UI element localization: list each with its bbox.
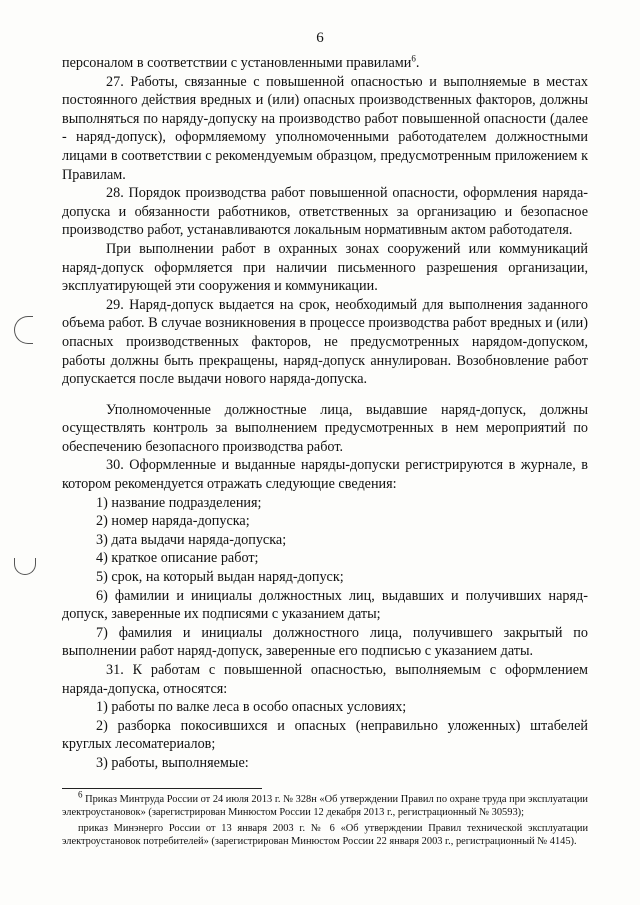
- footnote: [62, 823, 588, 848]
- paragraph-text: При выполнении работ в охранных зонах сооружений или коммуникаций наряд-допуск оформляется при наличии письменного разрешения организации, эксплуатирующей эти сооружения и коммуникации.: [62, 240, 588, 295]
- paragraph-text: 3) работы, выполняемые:: [96, 754, 249, 771]
- paragraph: [62, 456, 588, 493]
- list-item: [62, 717, 588, 754]
- list-item: [62, 494, 588, 513]
- list-item: [62, 698, 588, 717]
- paragraph: [62, 54, 588, 73]
- footnote-text: приказ Минэнерго России от 13 января 2003 г. № 6 «Об утверждении Правил технической эксплуатации электроустановок потребителей» (зарегистрирован Минюстом России 22 января 2003 г., регистрационный № 4145).: [62, 823, 588, 847]
- list-item: [62, 624, 588, 661]
- paragraph-text: 1) название подразделения;: [96, 494, 262, 511]
- paragraph-text: 30. Оформленные и выданные наряды-допуски регистрируются в журнале, в котором рекомендуется отражать следующие сведения:: [62, 457, 588, 493]
- paragraph-text: 27. Работы, связанные с повышенной опасностью и выполняемые в местах постоянного действия вредных и (или) опасных производственных факторов, должны выполняться по наряду-допуску на производство работ повышенной опасности (далее - наряд-допуск), оформляемому уполномоченными работодателем должностными лицами в соответствии с рекомендуемым образцом, предусмотренным приложением к Правилам.: [62, 73, 588, 183]
- list-item: [62, 531, 588, 550]
- list-item: [62, 512, 588, 531]
- paragraph-text: 7) фамилия и инициалы должностного лица, получившего закрытый по выполнении работ наряд-допуск, заверенные его подписью с указанием даты.: [62, 624, 588, 660]
- footnote-number: 6: [78, 789, 83, 800]
- paragraph: [62, 184, 588, 240]
- list-item: [62, 754, 588, 773]
- paragraph: [62, 661, 588, 698]
- paragraph-text: 31. К работам с повышенной опасностью, выполняемым с оформлением наряда-допуска, относятся:: [62, 662, 588, 697]
- paragraph-text: 3) дата выдачи наряда-допуска;: [96, 531, 287, 548]
- paragraph-text: 2) разборка покосившихся и опасных (неправильно уложенных) штабелей круглых лесоматериалов;: [62, 717, 588, 753]
- body-text: [62, 54, 588, 773]
- paragraph: [62, 296, 588, 389]
- page-number: 6: [316, 30, 324, 46]
- list-item: [62, 568, 588, 587]
- punch-hole-mark: [14, 316, 33, 344]
- punch-hole-mark: [14, 558, 36, 575]
- paragraph-text: 28. Порядок производства работ повышенной опасности, оформления наряда-допуска и обязанности работников, ответственных за организацию и безопасное производство работ, устанавливаются локальным нормативным актом работодателя.: [62, 185, 588, 239]
- paragraph: [62, 73, 588, 185]
- footnote-ref[interactable]: 6: [411, 53, 416, 64]
- paragraph-tail: .: [415, 55, 420, 71]
- paragraph: [62, 240, 588, 296]
- list-item: [62, 587, 588, 624]
- footnote-separator: [62, 788, 262, 789]
- footnotes: [62, 789, 588, 852]
- paragraph-text: 29. Наряд-допуск выдается на срок, необходимый для выполнения заданного объема работ. В случае возникновения в процессе производства работ вредных и (или) опасных производственных факторов, не предусмотренных нарядом-допуском, работы должны быть прекращены, наряд-допуск аннулирован. Возобновление работ допускается после выдачи нового наряда-допуска.: [62, 296, 588, 388]
- footnote: [62, 789, 588, 819]
- footnote-text: Приказ Минтруда России от 24 июля 2013 г. № 328н «Об утверждении Правил по охране труда при эксплуатации электроустановок» (зарегистрирован Минюстом России 12 декабря 2013 г., регистрационный № 30593);: [62, 794, 588, 818]
- paragraph-text: 4) краткое описание работ;: [96, 550, 259, 567]
- paragraph-text: Уполномоченные должностные лица, выдавшие наряд-допуск, должны осуществлять контроль за выполнением предусмотренных в нем мероприятий по обеспечению безопасного производства работ.: [62, 401, 588, 455]
- paragraph-text: 5) срок, на который выдан наряд-допуск;: [96, 569, 344, 586]
- paragraph-text: 1) работы по валке леса в особо опасных условиях;: [96, 699, 407, 716]
- paragraph-text: 2) номер наряда-допуска;: [96, 513, 250, 530]
- paragraph: [62, 401, 588, 457]
- list-item: [62, 549, 588, 568]
- paragraph-text: персоналом в соответствии с установленными правилами: [62, 55, 412, 71]
- paragraph-text: 6) фамилии и инициалы должностных лиц, выдавших и получивших наряд-допуск, заверенные их подписями с указанием даты;: [62, 587, 588, 623]
